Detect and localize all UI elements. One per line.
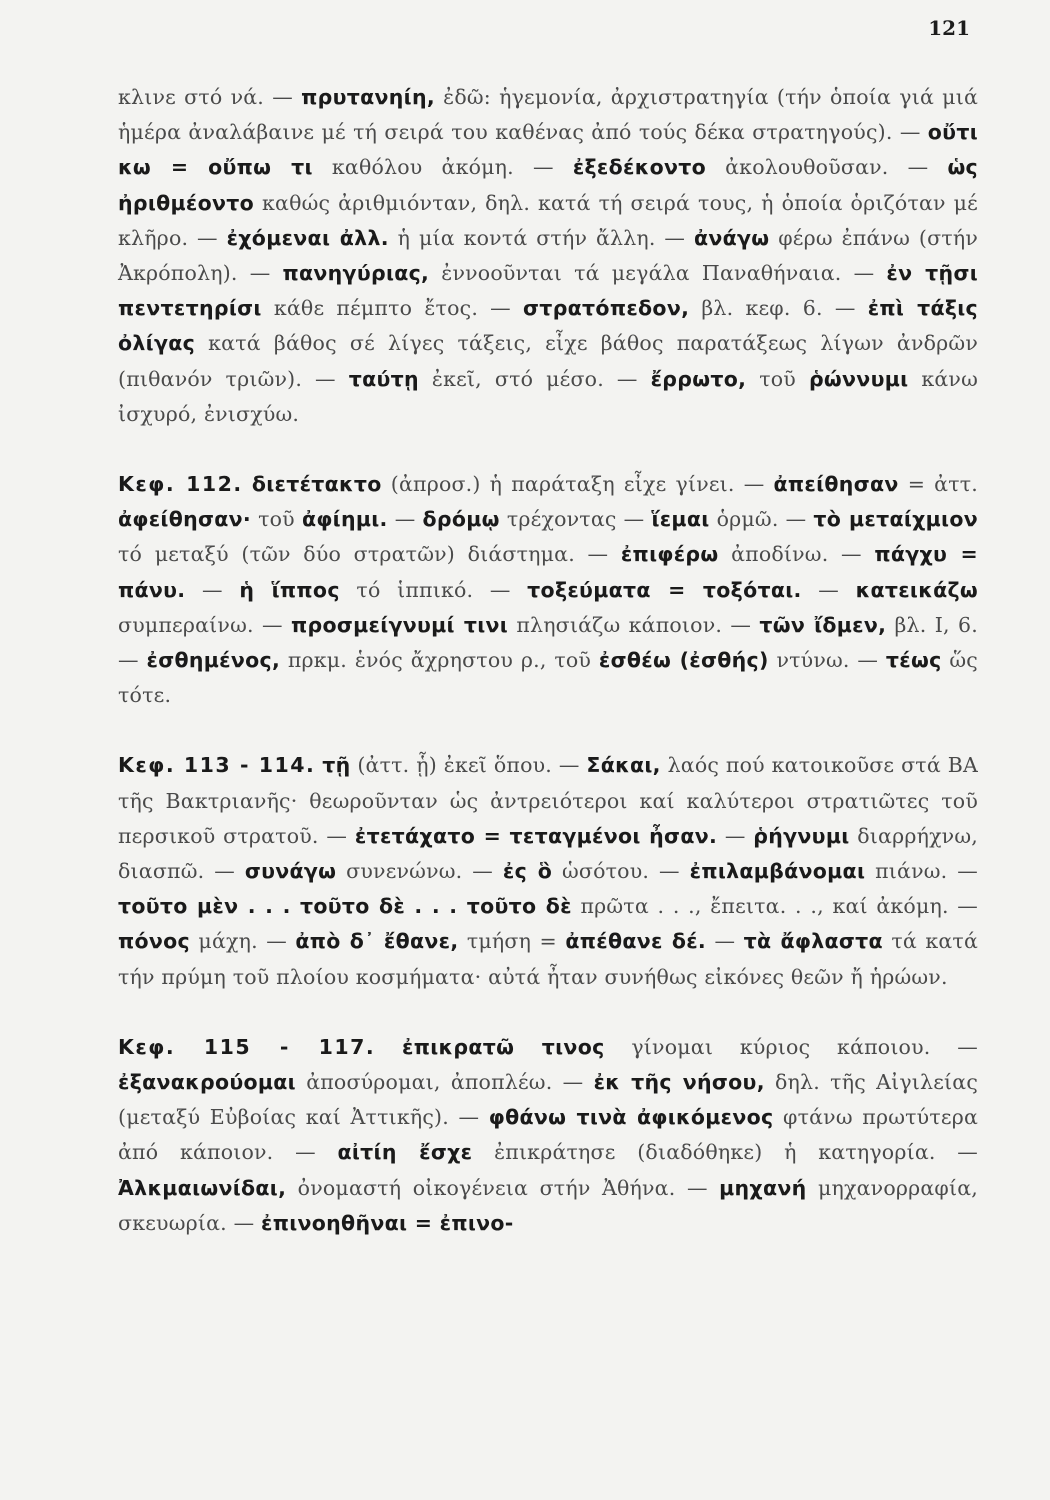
page-number: 121 xyxy=(928,16,970,40)
gloss-text: ἐκεῖ, στό μέσο. — xyxy=(418,366,651,391)
gloss-text: τά κατά τήν πρύμη τοῦ πλοίου κοσμήματα· αὐτά ἦταν συνήθως εἰκόνες θεῶν ἤ ἡρώων. xyxy=(118,929,978,989)
gloss-text: καθώς ἀριθμιόνταν, δηλ. κατά τή σειρά τους, ἡ ὁποία ὁριζόταν μέ κλῆρο. — xyxy=(118,190,978,250)
lemma-term: Σάκαι, xyxy=(586,753,661,778)
lemma-term: ταύτῃ xyxy=(348,366,419,391)
lemma-term: τῶν ἴδμεν, xyxy=(759,612,887,637)
gloss-text: τοῦ xyxy=(251,507,302,532)
lemma-term: τοῦτο μὲν . . . τοῦτο δὲ . . . τοῦτο δὲ xyxy=(118,894,572,919)
lemma-term: πανηγύριας, xyxy=(282,261,430,286)
gloss-text: τρέχοντας — xyxy=(499,507,652,532)
lemma-term: ἀπὸ δ᾽ ἔθανε, xyxy=(295,929,459,954)
lemma-term: ὡς ἠριθμέοντο xyxy=(118,155,979,215)
gloss-text: καθόλου ἀκόμη. — xyxy=(312,155,573,180)
lemma-term: ἐκ τῆς νήσου, xyxy=(593,1070,765,1095)
gloss-text: ὁρμῶ. — xyxy=(709,507,814,532)
gloss-text: (ἀπροσ.) ἡ παράταξη εἶχε γίνει. — xyxy=(381,472,774,497)
gloss-text: πλησιάζω κάποιον. — xyxy=(508,612,760,637)
gloss-text: δηλ. τῆς Αἰγιλείας (μεταξύ Εὐβοίας καί Ἀττικῆς). — xyxy=(118,1070,979,1130)
lemma-term: ἐπιφέρω xyxy=(620,542,719,567)
lemma-term: ἐπινοηθῆναι = ἐπινο- xyxy=(261,1210,514,1235)
lemma-term: ἡ ἵππος xyxy=(239,577,340,602)
lemma-term: προσμείγνυμί τινι xyxy=(290,612,509,637)
gloss-text: — xyxy=(387,507,423,532)
lemma-term: αἰτίη ἔσχε xyxy=(337,1140,473,1165)
gloss-text: βλ. Ι, 6. — xyxy=(118,612,978,673)
gloss-text: τμήση = xyxy=(458,929,566,954)
gloss-text: τό μεταξύ (τῶν δύο στρατῶν) διάστημα. — xyxy=(118,542,621,567)
lemma-term: στρατόπεδον, xyxy=(523,296,690,321)
gloss-text: ὥς τότε. xyxy=(118,648,978,708)
gloss-text: φέρω ἐπάνω (στήν Ἀκρόπολη). — xyxy=(118,225,979,286)
gloss-text: ἡ μία κοντά στήν ἄλλη. — xyxy=(388,225,694,250)
lemma-term: ἐσθημένος, xyxy=(146,648,281,673)
lemma-term: ἐπικρατῶ τινος xyxy=(402,1034,605,1059)
gloss-text: — xyxy=(801,577,856,602)
lemma-term: μηχανή xyxy=(719,1175,807,1200)
gloss-text: — xyxy=(185,577,240,602)
chapter-paragraph xyxy=(118,1030,978,1241)
lemma-term: ἐξεδέκοντο xyxy=(572,155,707,180)
lemma-term: τῇ xyxy=(322,753,351,778)
lemma-term: τέως xyxy=(885,648,942,673)
gloss-text: — xyxy=(717,823,754,848)
text-body xyxy=(118,80,978,1241)
lemma-term: ἐτετάχατο = τεταγμένοι ἦσαν. xyxy=(354,823,718,848)
lemma-term: συνάγω xyxy=(244,859,337,884)
gloss-text: (ἀττ. ᾗ) ἐκεῖ ὅπου. — xyxy=(350,753,587,778)
lemma-term: ἐπιλαμβάνομαι xyxy=(689,859,866,884)
lemma-term: κατεικάζω xyxy=(855,577,979,602)
gloss-text: ἀκολουθοῦσαν. — xyxy=(706,155,948,180)
gloss-text: ἐδῶ: ἡγεμονία, ἀρχιστρατηγία (τήν ὁποία γιά μιά ἡμέρα ἀναλάβαινε μέ τή σειρά του καθένας ἀπό τούς δέκα στρατηγούς). — xyxy=(118,85,978,145)
gloss-text: τοῦ xyxy=(746,366,809,391)
lemma-term: ἐς ὃ xyxy=(502,859,553,884)
lemma-term: ἐχόμεναι ἀλλ. xyxy=(226,225,389,250)
gloss-text: ἀποσύρομαι, ἀποπλέω. — xyxy=(295,1070,594,1095)
lemma-term: πάγχυ = πάνυ. xyxy=(118,542,978,602)
gloss-text: κλινε στό νά. — xyxy=(118,85,302,109)
lemma-term: τὰ ἄφλαστα xyxy=(743,929,883,954)
lemma-term: τοξεύματα = τοξόται. xyxy=(527,577,802,602)
lemma-term: δρόμῳ xyxy=(422,507,500,532)
gloss-text xyxy=(375,1035,402,1059)
gloss-text: μηχανορραφία, σκευωρία. — xyxy=(118,1175,978,1235)
gloss-text: ὀνομαστή οἰκογένεια στήν Ἀθήνα. — xyxy=(286,1175,720,1200)
lemma-term: οὔτι κω = οὔπω τι xyxy=(118,120,978,180)
gloss-text: μάχη. — xyxy=(190,929,296,954)
gloss-text: συνενώνω. — xyxy=(336,859,503,884)
gloss-text: ἀποδίνω. — xyxy=(718,542,875,567)
lemma-term: ἀπέθανε δέ. xyxy=(565,929,707,954)
lemma-term: ῥώννυμι xyxy=(808,366,909,391)
gloss-text: γίνομαι κύριος κάποιου. — xyxy=(604,1034,978,1059)
gloss-text: κάθε πέμπτο ἔτος. — xyxy=(261,296,524,321)
lemma-term: πρυτανηίη, xyxy=(301,85,435,109)
gloss-text: πιάνω. — xyxy=(865,859,978,884)
chapter-heading: Κεφ. 115 - 117. xyxy=(118,1034,376,1059)
gloss-text: κάνω ἰσχυρό, ἐνισχύω. xyxy=(118,366,979,426)
lemma-term: ἐξανακρούομαι xyxy=(118,1070,296,1095)
gloss-text: φτάνω πρωτύτερα ἀπό κάποιον. — xyxy=(118,1105,978,1165)
gloss-text: βλ. κεφ. 6. — xyxy=(689,296,868,321)
lemma-term: ἐπὶ τάξις ὀλίγας xyxy=(118,296,978,356)
gloss-text: — xyxy=(706,929,744,954)
lemma-term: φθάνω τινὰ ἀφικόμενος xyxy=(488,1105,774,1130)
gloss-text: διαρρήχνω, διασπῶ. — xyxy=(118,823,978,884)
gloss-text: = ἀττ. xyxy=(898,472,979,497)
lemma-term: ἀφίημι. xyxy=(301,507,388,532)
lemma-term: ῥήγνυμι xyxy=(753,823,850,848)
gloss-text: ἐπικράτησε (διαδόθηκε) ἡ κατηγορία. — xyxy=(472,1140,978,1165)
lemma-term: διετέτακτο xyxy=(251,472,382,497)
gloss-text: ἐννοοῦνται τά μεγάλα Παναθήναια. — xyxy=(429,261,887,286)
lemma-term: ἵεμαι xyxy=(651,507,710,532)
gloss-text xyxy=(243,472,252,496)
gloss-text: τό ἱππικό. — xyxy=(339,577,528,602)
gloss-text: ὡσότου. — xyxy=(552,859,690,884)
gloss-text: συμπεραίνω. — xyxy=(118,612,291,637)
commentary-paragraph xyxy=(118,80,978,432)
lemma-term: ἔρρωτο, xyxy=(650,366,747,391)
gloss-text: πρκμ. ἑνός ἄχρηστου ρ., τοῦ xyxy=(280,648,599,673)
chapter-heading: Κεφ. 113 - 114. xyxy=(118,753,316,778)
lemma-term: ἀπείθησαν xyxy=(773,472,899,497)
gloss-text: λαός πού κατοικοῦσε στά ΒΑ τῆς Βακτριανῆς· θεωροῦνταν ὡς ἀντρειότεροι καί καλύτεροι στρατιῶτες τοῦ περσικοῦ στρατοῦ. — xyxy=(118,753,978,848)
lemma-term: τὸ μεταίχμιον xyxy=(813,507,978,532)
lemma-term: ἐσθέω (ἐσθής) xyxy=(598,648,769,673)
chapter-paragraph xyxy=(118,748,978,994)
chapter-heading: Κεφ. 112. xyxy=(118,472,243,497)
lemma-term: ἀφείθησαν· xyxy=(118,507,251,532)
gloss-text: κατά βάθος σέ λίγες τάξεις, εἶχε βάθος παρατάξεως λίγων ἀνδρῶν (πιθανόν τριῶν). — xyxy=(118,331,978,391)
gloss-text: ντύνω. — xyxy=(768,648,886,673)
chapter-paragraph xyxy=(118,467,978,713)
lemma-term: ἐν τῇσι πεντετηρίσι xyxy=(118,261,978,321)
lemma-term: Ἀλκμαιωνίδαι, xyxy=(118,1175,287,1200)
lemma-term: ἀνάγω xyxy=(693,225,770,250)
gloss-text: πρῶτα . . ., ἔπειτα. . ., καί ἀκόμη. — xyxy=(571,894,978,919)
lemma-term: πόνος xyxy=(118,929,190,954)
